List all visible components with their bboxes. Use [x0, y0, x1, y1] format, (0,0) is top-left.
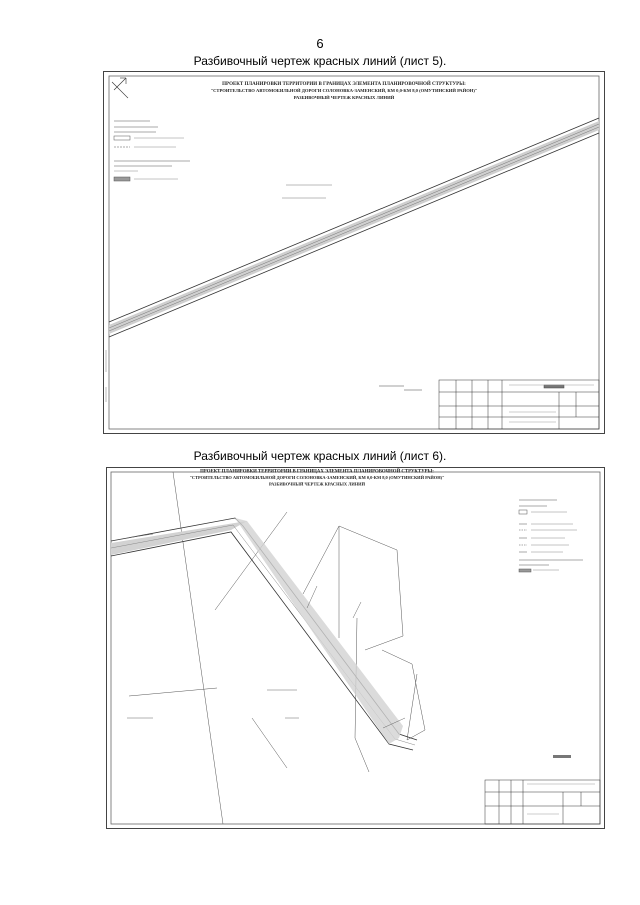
title-block	[485, 780, 600, 824]
inner-frame	[109, 76, 599, 429]
sheet-6-caption: Разбивочный чертеж красных линий (лист 6).	[193, 449, 447, 463]
sheet-6-drawing	[107, 468, 604, 828]
scale-marks	[379, 385, 564, 390]
title-block	[439, 380, 599, 429]
road-red-lines	[111, 518, 417, 750]
inner-frame	[111, 472, 600, 824]
sheet-5-title-2: "СТРОИТЕЛЬСТВО АВТОМОБИЛЬНОЙ ДОРОГИ СОЛОНОВКА-ЗАМЕНСКИЙ, КМ 0,0-КМ 8,0 (ОМУТИНСКИЙ РАЙОН)"	[210, 88, 478, 93]
sheet-5-drawing	[104, 72, 604, 433]
drawing-sheet-5	[103, 71, 605, 434]
north-arrow-icon	[112, 78, 128, 98]
legend	[114, 121, 190, 181]
sheet-5-title-3: РАЗБИВОЧНЫЙ ЧЕРТЕЖ КРАСНЫХ ЛИНИЙ	[293, 95, 395, 100]
drawing-sheet-6	[106, 467, 605, 829]
road-red-lines	[109, 118, 599, 337]
sheet-5-caption: Разбивочный чертеж красных линий (лист 5).	[193, 54, 447, 68]
page-number: 6	[316, 36, 324, 51]
legend	[519, 500, 583, 572]
sheet-5-title-1: ПРОЕКТ ПЛАНИРОВКИ ТЕРРИТОРИИ В ГРАНИЦАХ ЭЛЕМЕНТА ПЛАНИРОВОЧНОЙ СТРУКТУРЫ:	[222, 82, 466, 87]
sheet-6-title-1: ПРОЕКТ ПЛАНИРОВКИ ТЕРРИТОРИИ В ГРАНИЦАХ ЭЛЕМЕНТА ПЛАНИРОВОЧНОЙ СТРУКТУРЫ:	[200, 469, 434, 475]
sheet-6-title-2: "СТРОИТЕЛЬСТВО АВТОМОБИЛЬНОЙ ДОРОГИ СОЛОНОВКА-ЗАМЕНСКИЙ, КМ 0,0-КМ 8,0 (ОМУТИНСКИЙ РАЙОН)"	[189, 475, 445, 480]
sheet-6-title-3: РАЗБИВОЧНЫЙ ЧЕРТЕЖ КРАСНЫХ ЛИНИЙ	[268, 481, 366, 487]
scale-bar	[553, 755, 571, 758]
cadastral-boundaries	[129, 472, 425, 824]
